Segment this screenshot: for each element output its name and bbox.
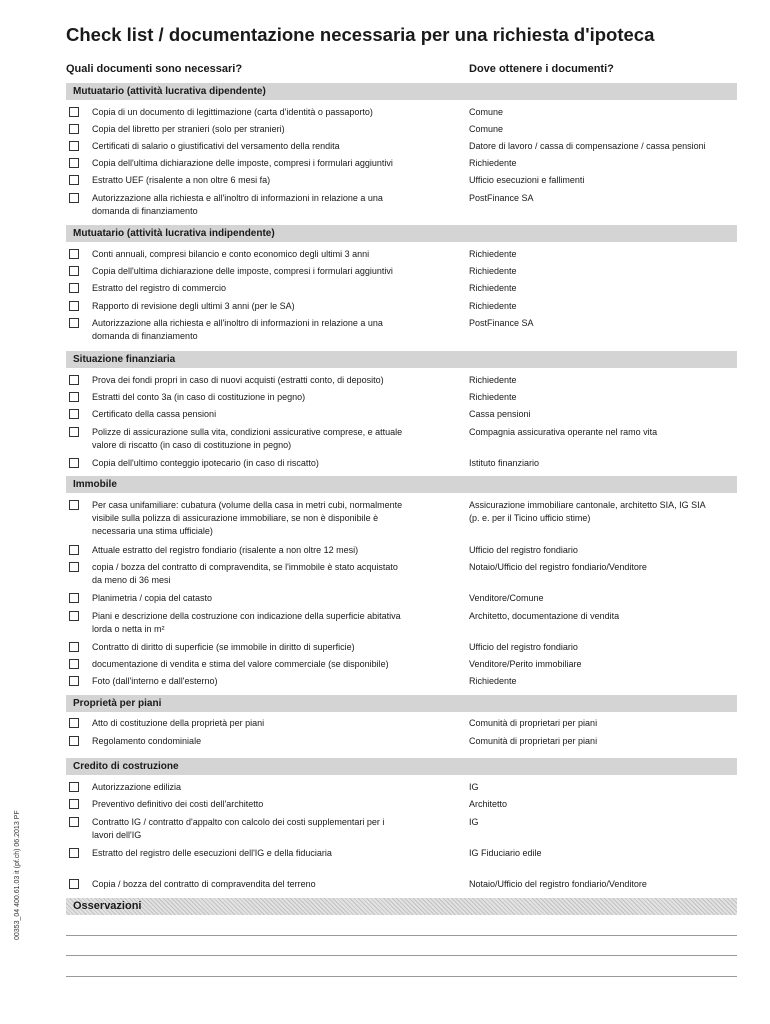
observation-line[interactable] <box>66 935 737 936</box>
document-text: copia / bozza del contratto di compravendita, se l'immobile è stato acquistato da meno di 36 mesi <box>92 562 398 585</box>
document-text: Copia di un documento di legittimazione (carta d'identità o passaporto) <box>92 107 373 117</box>
document-text: Certificati di salario o giustificativi del versamento della rendita <box>92 141 340 151</box>
document-text: Estratto del registro delle esecuzioni dell'IG e della fiduciaria <box>92 848 332 858</box>
document-text: Preventivo definitivo dei costi dell'architetto <box>92 799 264 809</box>
checkbox[interactable] <box>69 879 79 889</box>
source-text: Architetto, documentazione di vendita <box>469 611 620 621</box>
document-text: Contratto IG / contratto d'appalto con calcolo dei costi supplementari per i lavori dell'IG <box>92 817 385 840</box>
source-text: Ufficio del registro fondiario <box>469 642 578 652</box>
checkbox[interactable] <box>69 375 79 385</box>
checkbox[interactable] <box>69 409 79 419</box>
source-text: Richiedente <box>469 301 517 311</box>
column-header-documents: Quali documenti sono necessari? <box>66 63 243 75</box>
checkbox[interactable] <box>69 318 79 328</box>
source-text: Compagnia assicurativa operante nel ramo vita <box>469 427 658 437</box>
document-text: Copia dell'ultimo conteggio ipotecario (in caso di riscatto) <box>92 458 319 468</box>
document-code: 00353_04 400.61.03 it (pf.ch) 06.2013 PF <box>14 810 21 940</box>
source-text: PostFinance SA <box>469 318 534 328</box>
checkbox[interactable] <box>69 427 79 437</box>
source-text: Comune <box>469 107 504 117</box>
source-text: Ufficio esecuzioni e fallimenti <box>469 175 585 185</box>
checkbox[interactable] <box>69 175 79 185</box>
source-text: Richiedente <box>469 283 517 293</box>
section-header-property: Immobile <box>66 476 737 493</box>
source-text: Assicurazione immobiliare cantonale, architetto SIA, IG SIA (p. e. per il Ticino ufficio stime) <box>469 500 706 523</box>
section-header-observations: Osservazioni <box>66 898 737 915</box>
document-text: Autorizzazione edilizia <box>92 782 182 792</box>
checkbox[interactable] <box>69 301 79 311</box>
section-header-construction-credit: Credito di costruzione <box>66 758 737 775</box>
source-text: Comunità di proprietari per piani <box>469 718 598 728</box>
document-text: Planimetria / copia del catasto <box>92 593 213 603</box>
section-header-self-employed: Mutuatario (attività lucrativa indipendente) <box>66 225 737 242</box>
section-header-condominium: Proprietà per piani <box>66 695 737 712</box>
source-text: Venditore/Comune <box>469 593 544 603</box>
source-text: Datore di lavoro / cassa di compensazione / cassa pensioni <box>469 141 706 151</box>
source-text: Richiedente <box>469 249 517 259</box>
source-text: Comunità di proprietari per piani <box>469 736 598 746</box>
section-header-financial: Situazione finanziaria <box>66 351 737 368</box>
checkbox[interactable] <box>69 676 79 686</box>
document-text: Piani e descrizione della costruzione con indicazione della superficie abitativa lorda o netta in m² <box>92 611 401 634</box>
checkbox[interactable] <box>69 611 79 621</box>
document-text: Conti annuali, compresi bilancio e conto economico degli ultimi 3 anni <box>92 249 370 259</box>
checkbox[interactable] <box>69 782 79 792</box>
checkbox[interactable] <box>69 193 79 203</box>
document-text: Rapporto di revisione degli ultimi 3 anni (per le SA) <box>92 301 295 311</box>
document-text: Regolamento condominiale <box>92 736 202 746</box>
checkbox[interactable] <box>69 141 79 151</box>
document-text: Estratto UEF (risalente a non oltre 6 mesi fa) <box>92 175 271 185</box>
document-text: Estratto del registro di commercio <box>92 283 227 293</box>
source-text: Ufficio del registro fondiario <box>469 545 578 555</box>
observation-line[interactable] <box>66 955 737 956</box>
checkbox[interactable] <box>69 642 79 652</box>
document-text: Certificato della cassa pensioni <box>92 409 217 419</box>
page-title: Check list / documentazione necessaria per una richiesta d'ipoteca <box>66 24 655 45</box>
observation-line[interactable] <box>66 976 737 977</box>
document-text: Foto (dall'interno e dall'esterno) <box>92 676 218 686</box>
checkbox[interactable] <box>69 593 79 603</box>
document-text: Attuale estratto del registro fondiario (risalente a non oltre 12 mesi) <box>92 545 359 555</box>
source-text: Notaio/Ufficio del registro fondiario/Venditore <box>469 879 647 889</box>
source-text: IG <box>469 782 479 792</box>
source-text: Venditore/Perito immobiliare <box>469 659 582 669</box>
source-text: IG <box>469 817 479 827</box>
checkbox[interactable] <box>69 124 79 134</box>
document-text: Contratto di diritto di superficie (se immobile in diritto di superficie) <box>92 642 355 652</box>
source-text: Architetto <box>469 799 508 809</box>
document-text: Copia dell'ultima dichiarazione delle imposte, compresi i formulari aggiuntivi <box>92 158 393 168</box>
checkbox[interactable] <box>69 458 79 468</box>
section-header-employed: Mutuatario (attività lucrativa dipendente) <box>66 83 737 100</box>
document-text: Copia del libretto per stranieri (solo per stranieri) <box>92 124 285 134</box>
document-text: Copia dell'ultima dichiarazione delle imposte, compresi i formulari aggiuntivi <box>92 266 393 276</box>
document-text: Atto di costituzione della proprietà per piani <box>92 718 265 728</box>
source-text: Richiedente <box>469 266 517 276</box>
source-text: Richiedente <box>469 392 517 402</box>
checkbox[interactable] <box>69 249 79 259</box>
document-text: documentazione di vendita e stima del valore commerciale (se disponibile) <box>92 659 389 669</box>
source-text: Richiedente <box>469 676 517 686</box>
source-text: Istituto finanziario <box>469 458 540 468</box>
checkbox[interactable] <box>69 817 79 827</box>
checkbox[interactable] <box>69 736 79 746</box>
checkbox[interactable] <box>69 107 79 117</box>
document-text: Copia / bozza del contratto di compravendita del terreno <box>92 879 316 889</box>
source-text: Cassa pensioni <box>469 409 531 419</box>
document-text: Polizze di assicurazione sulla vita, condizioni assicurative comprese, e attuale valore di riscatto (in caso di costituzione in pegno) <box>92 427 403 450</box>
document-text: Per casa unifamiliare: cubatura (volume della casa in metri cubi, normalmente visibile sulla polizza di assicurazione immobiliare, se non è disponibile è necessaria una stima ufficiale) <box>92 500 403 536</box>
document-text: Estratti del conto 3a (in caso di costituzione in pegno) <box>92 392 306 402</box>
checkbox[interactable] <box>69 659 79 669</box>
source-text: Richiedente <box>469 158 517 168</box>
checkbox[interactable] <box>69 545 79 555</box>
checkbox[interactable] <box>69 392 79 402</box>
column-header-sources: Dove ottenere i documenti? <box>469 63 614 75</box>
source-text: IG Fiduciario edile <box>469 848 542 858</box>
source-text: PostFinance SA <box>469 193 534 203</box>
source-text: Comune <box>469 124 504 134</box>
source-text: Notaio/Ufficio del registro fondiario/Venditore <box>469 562 647 572</box>
checkbox[interactable] <box>69 848 79 858</box>
checkbox[interactable] <box>69 266 79 276</box>
document-text: Autorizzazione alla richiesta e all'inoltro di informazioni in relazione a una domanda di finanziamento <box>92 318 383 341</box>
document-text: Autorizzazione alla richiesta e all'inoltro di informazioni in relazione a una domanda di finanziamento <box>92 193 383 216</box>
checkbox[interactable] <box>69 562 79 572</box>
checkbox[interactable] <box>69 718 79 728</box>
checkbox[interactable] <box>69 158 79 168</box>
checkbox[interactable] <box>69 283 79 293</box>
source-text: Richiedente <box>469 375 517 385</box>
document-text: Prova dei fondi propri in caso di nuovi acquisti (estratti conto, di deposito) <box>92 375 384 385</box>
checkbox[interactable] <box>69 799 79 809</box>
checkbox[interactable] <box>69 500 79 510</box>
